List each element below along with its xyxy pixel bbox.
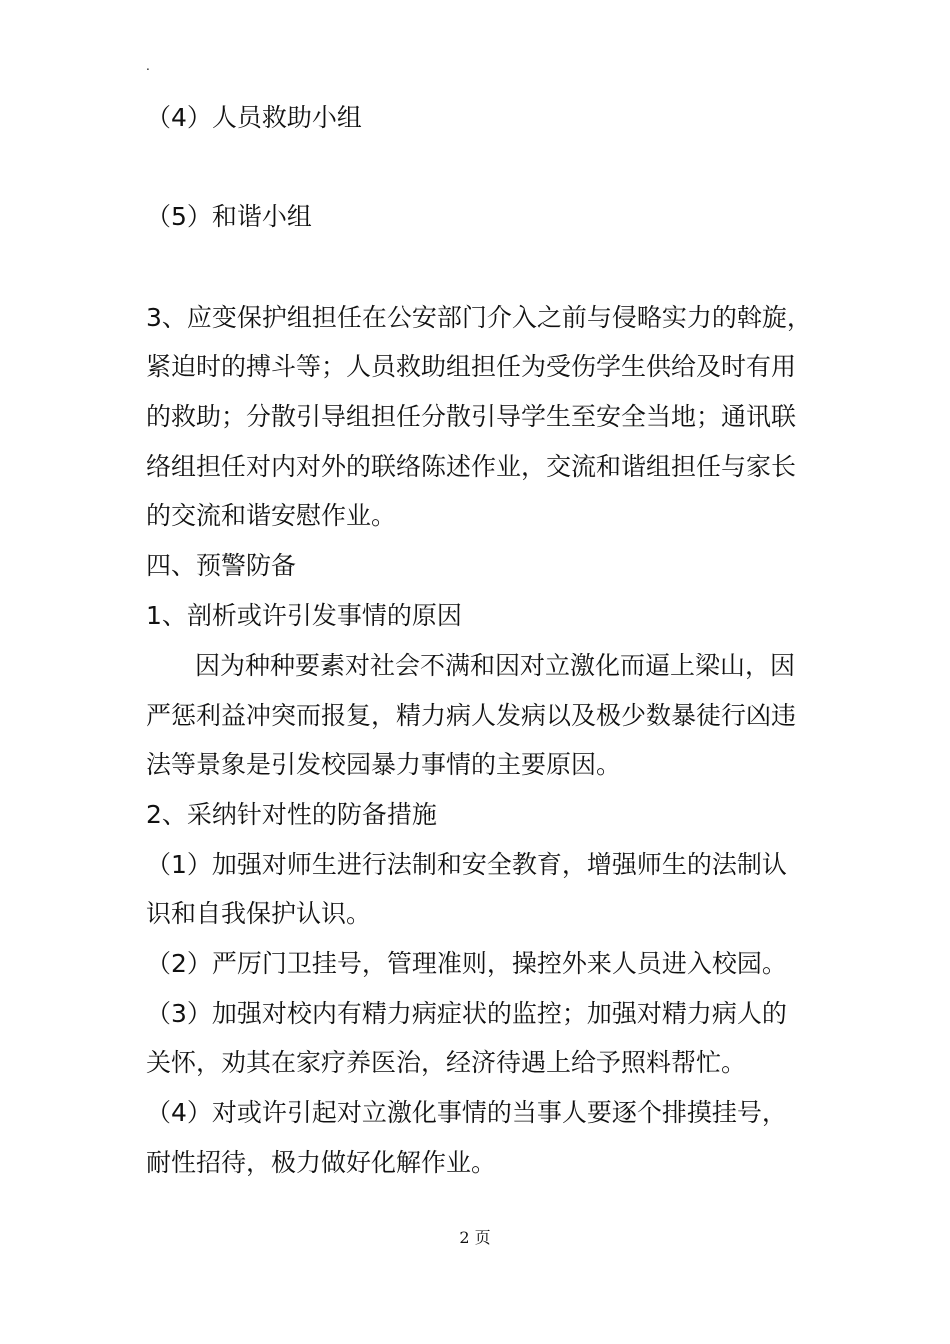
text-line: 因为种种要素对社会不满和因对立激化而逼上梁山，因 [195,651,796,680]
subsection-heading: 1、剖析或许引发事情的原因 [146,601,462,630]
text-line: 耐性招待，极力做好化解作业。 [146,1148,497,1177]
text-line: 严惩利益冲突而报复，精力病人发病以及极少数暴徒行凶违 [146,701,797,730]
text-line: 的交流和谐安慰作业。 [146,501,397,530]
text-line: （4）对或许引起对立激化事情的当事人要逐个排摸挂号， [146,1098,787,1127]
text-line: 络组担任对内对外的联络陈述作业，交流和谐组担任与家长 [146,452,797,481]
subsection-heading: 2、采纳针对性的防备措施 [146,800,437,829]
page-number: 2 页 [459,1228,491,1247]
header-dot: . [146,59,150,73]
text-line: （1）加强对师生进行法制和安全教育，增强师生的法制认 [146,850,787,879]
text-line: 关怀，劝其在家疗养医治，经济待遇上给予照料帮忙。 [146,1048,747,1077]
text-line: 识和自我保护认识。 [146,899,372,928]
text-line: 法等景象是引发校园暴力事情的主要原因。 [146,750,622,779]
text-line: （3）加强对校内有精力病症状的监控；加强对精力病人的 [146,999,787,1028]
section-heading: 四、预警防备 [146,551,297,580]
text-line: 3、应变保护组担任在公安部门介入之前与侵略实力的斡旋， [146,303,812,332]
text-line: （4）人员救助小组 [146,103,362,132]
text-line: （2）严厉门卫挂号，管理准则，操控外来人员进入校园。 [146,949,787,978]
text-line: 的救助；分散引导组担任分散引导学生至安全当地；通讯联 [146,402,797,431]
text-line: （5）和谐小组 [146,202,312,231]
text-line: 紧迫时的搏斗等；人员救助组担任为受伤学生供给及时有用 [146,352,797,381]
